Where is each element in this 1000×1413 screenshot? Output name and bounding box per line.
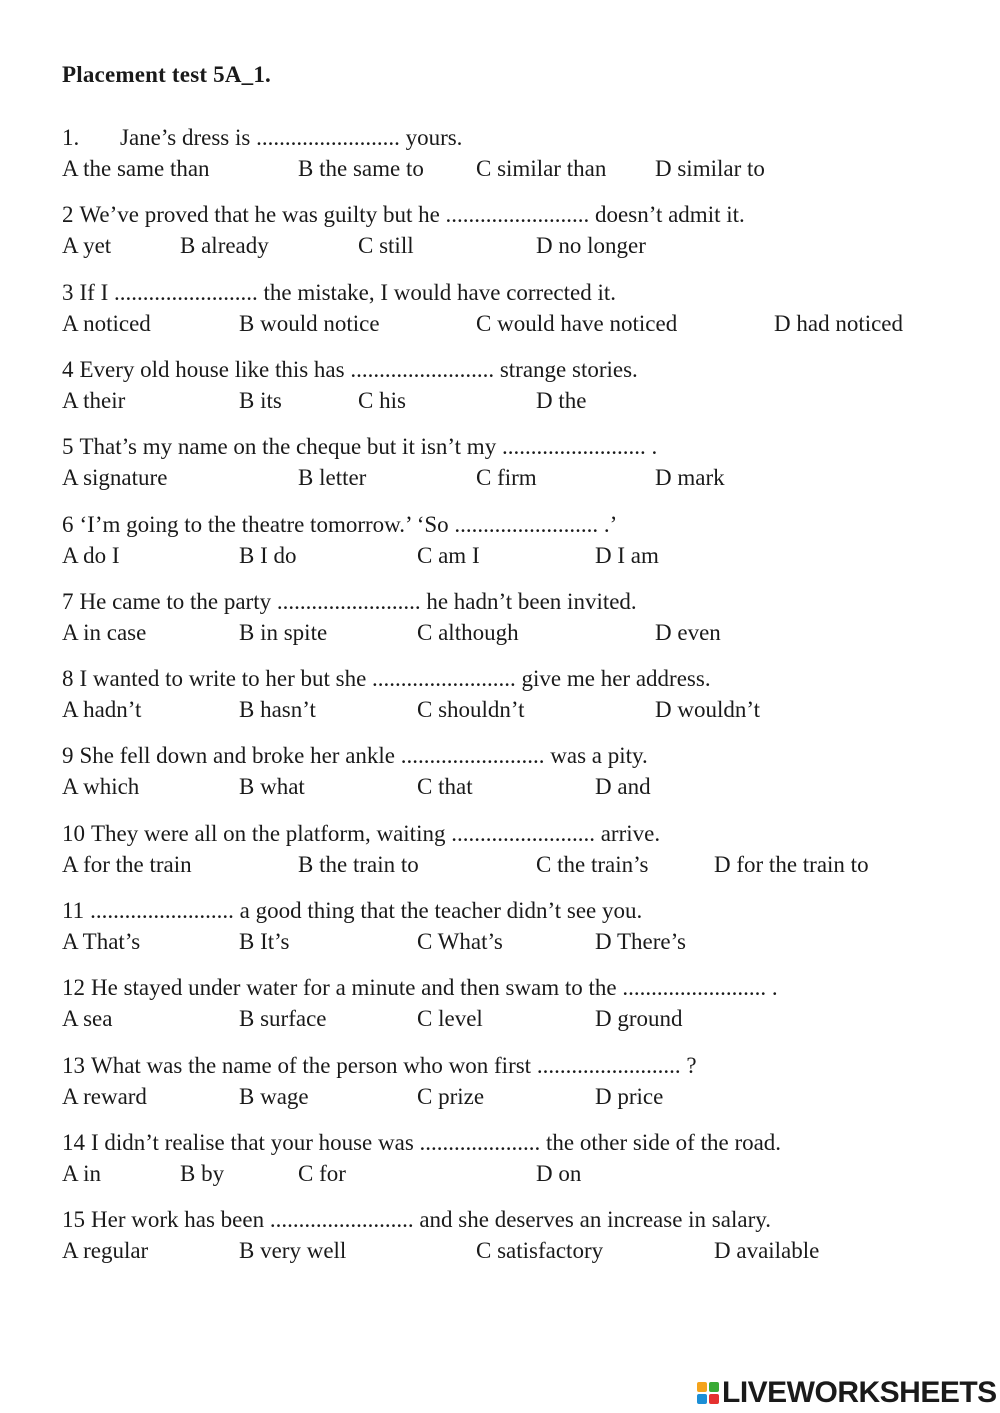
question-number: 3 [62, 280, 74, 305]
question-text: He came to the party ......................... he hadn’t been invited. [79, 589, 637, 614]
option-c: C the train’s [536, 852, 649, 877]
option-b: B surface [239, 1006, 327, 1031]
question-text: If I ......................... the mistake, I would have corrected it. [79, 280, 617, 305]
question-1 [0, 125, 1000, 195]
question-number: 14 [62, 1130, 85, 1155]
question-text: ‘I’m going to the theatre tomorrow.’ ‘So ......................... .’ [79, 512, 618, 537]
question-text: He stayed under water for a minute and then swam to the ......................... . [91, 975, 778, 1000]
question-7 [0, 589, 1000, 659]
option-c: C his [358, 388, 406, 413]
question-stem [62, 357, 638, 383]
question-text: I didn’t realise that your house was ..................... the other side of the road. [91, 1130, 782, 1155]
logo-text: LIVEWORKSHEETS [722, 1376, 997, 1409]
option-d: D on [536, 1161, 582, 1186]
question-text: I wanted to write to her but she ......................... give me her address. [79, 666, 711, 691]
question-text: She fell down and broke her ankle ......................... was a pity. [79, 743, 648, 768]
question-stem [62, 1130, 781, 1156]
question-text: Every old house like this has ......................... strange stories. [79, 357, 638, 382]
option-d: D mark [655, 465, 725, 490]
option-d: D I am [595, 543, 659, 568]
option-b: B wage [239, 1084, 309, 1109]
option-d: D and [595, 774, 651, 799]
question-13 [0, 1053, 1000, 1123]
option-b: B its [239, 388, 282, 413]
question-text: Jane’s dress is ......................... yours. [120, 125, 463, 150]
question-6 [0, 512, 1000, 582]
question-stem [62, 743, 648, 769]
option-a: A noticed [62, 311, 151, 336]
question-5 [0, 434, 1000, 504]
option-d: D price [595, 1084, 664, 1109]
option-a: A That’s [62, 929, 141, 954]
question-number: 11 [62, 898, 85, 923]
option-b: B in spite [239, 620, 328, 645]
question-number: 15 [62, 1207, 85, 1232]
option-b: B by [180, 1161, 225, 1186]
option-d: D no longer [536, 233, 646, 258]
option-a: A sea [62, 1006, 113, 1031]
option-a: A which [62, 774, 140, 799]
question-3 [0, 280, 1000, 350]
question-number: 2 [62, 202, 74, 227]
option-b: B would notice [239, 311, 380, 336]
option-c: C for [298, 1161, 346, 1186]
option-c: C satisfactory [476, 1238, 604, 1263]
question-stem [62, 202, 745, 228]
logo-square-red [709, 1394, 719, 1404]
option-c: C similar than [476, 156, 607, 181]
question-10 [0, 821, 1000, 891]
question-number: 4 [62, 357, 74, 382]
question-stem [62, 434, 657, 460]
question-stem [62, 975, 778, 1001]
question-number: 7 [62, 589, 74, 614]
question-14 [0, 1130, 1000, 1200]
option-a: A for the train [62, 852, 192, 877]
option-d: D There’s [595, 929, 686, 954]
option-c: C still [358, 233, 414, 258]
option-d: D for the train to [714, 852, 869, 877]
question-text: What was the name of the person who won first ......................... ? [91, 1053, 697, 1078]
question-number: 9 [62, 743, 74, 768]
option-a: A in case [62, 620, 147, 645]
question-text: They were all on the platform, waiting ......................... arrive. [91, 821, 661, 846]
question-text: That’s my name on the cheque but it isn’t my ......................... . [79, 434, 658, 459]
option-b: B I do [239, 543, 297, 568]
question-text: We’ve proved that he was guilty but he ......................... doesn’t admit it. [79, 202, 745, 227]
question-stem [62, 898, 642, 924]
question-stem [62, 280, 616, 306]
option-c: C What’s [417, 929, 503, 954]
question-number: 1. [62, 125, 80, 150]
question-number: 5 [62, 434, 74, 459]
option-c: C firm [476, 465, 537, 490]
option-d: D available [714, 1238, 820, 1263]
question-number: 10 [62, 821, 85, 846]
page-title: Placement test 5A_1. [62, 62, 272, 87]
option-a: A yet [62, 233, 112, 258]
question-number: 6 [62, 512, 74, 537]
option-c: C although [417, 620, 519, 645]
question-stem [62, 666, 711, 692]
logo-square-yellow [697, 1382, 707, 1392]
question-text: ......................... a good thing that the teacher didn’t see you. [90, 898, 643, 923]
option-c: C level [417, 1006, 483, 1031]
option-b: B already [180, 233, 269, 258]
logo-square-green [709, 1382, 719, 1392]
logo-square-blue [697, 1394, 707, 1404]
question-stem [62, 125, 462, 151]
option-b: B the train to [298, 852, 419, 877]
option-d: D had noticed [774, 311, 904, 336]
question-stem [62, 821, 660, 847]
question-2 [0, 202, 1000, 272]
liveworksheets-logo [697, 1378, 997, 1408]
option-a: A in [62, 1161, 101, 1186]
option-d: D even [655, 620, 721, 645]
option-c: C prize [417, 1084, 485, 1109]
question-number: 8 [62, 666, 74, 691]
question-number: 12 [62, 975, 85, 1000]
question-8 [0, 666, 1000, 736]
logo-mark-icon [697, 1382, 719, 1404]
question-text: Her work has been ......................... and she deserves an increase in salary. [91, 1207, 771, 1232]
option-a: A the same than [62, 156, 210, 181]
question-stem [62, 589, 637, 615]
option-a: A their [62, 388, 126, 413]
question-stem [62, 1053, 697, 1079]
question-stem [62, 1207, 771, 1233]
option-a: A reward [62, 1084, 147, 1109]
question-15 [0, 1207, 1000, 1277]
option-a: A regular [62, 1238, 149, 1263]
option-a: A do I [62, 543, 120, 568]
question-9 [0, 743, 1000, 813]
option-d: D the [536, 388, 587, 413]
question-11 [0, 898, 1000, 968]
option-c: C am I [417, 543, 480, 568]
option-b: B what [239, 774, 305, 799]
question-4 [0, 357, 1000, 427]
option-d: D wouldn’t [655, 697, 760, 722]
option-b: B It’s [239, 929, 290, 954]
option-b: B hasn’t [239, 697, 316, 722]
option-c: C that [417, 774, 473, 799]
option-b: B very well [239, 1238, 347, 1263]
option-b: B the same to [298, 156, 424, 181]
option-c: C would have noticed [476, 311, 678, 336]
question-number: 13 [62, 1053, 85, 1078]
question-stem [62, 512, 617, 538]
option-c: C shouldn’t [417, 697, 525, 722]
option-a: A hadn’t [62, 697, 142, 722]
option-d: D ground [595, 1006, 683, 1031]
option-a: A signature [62, 465, 168, 490]
question-12 [0, 975, 1000, 1045]
option-b: B letter [298, 465, 367, 490]
option-d: D similar to [655, 156, 765, 181]
